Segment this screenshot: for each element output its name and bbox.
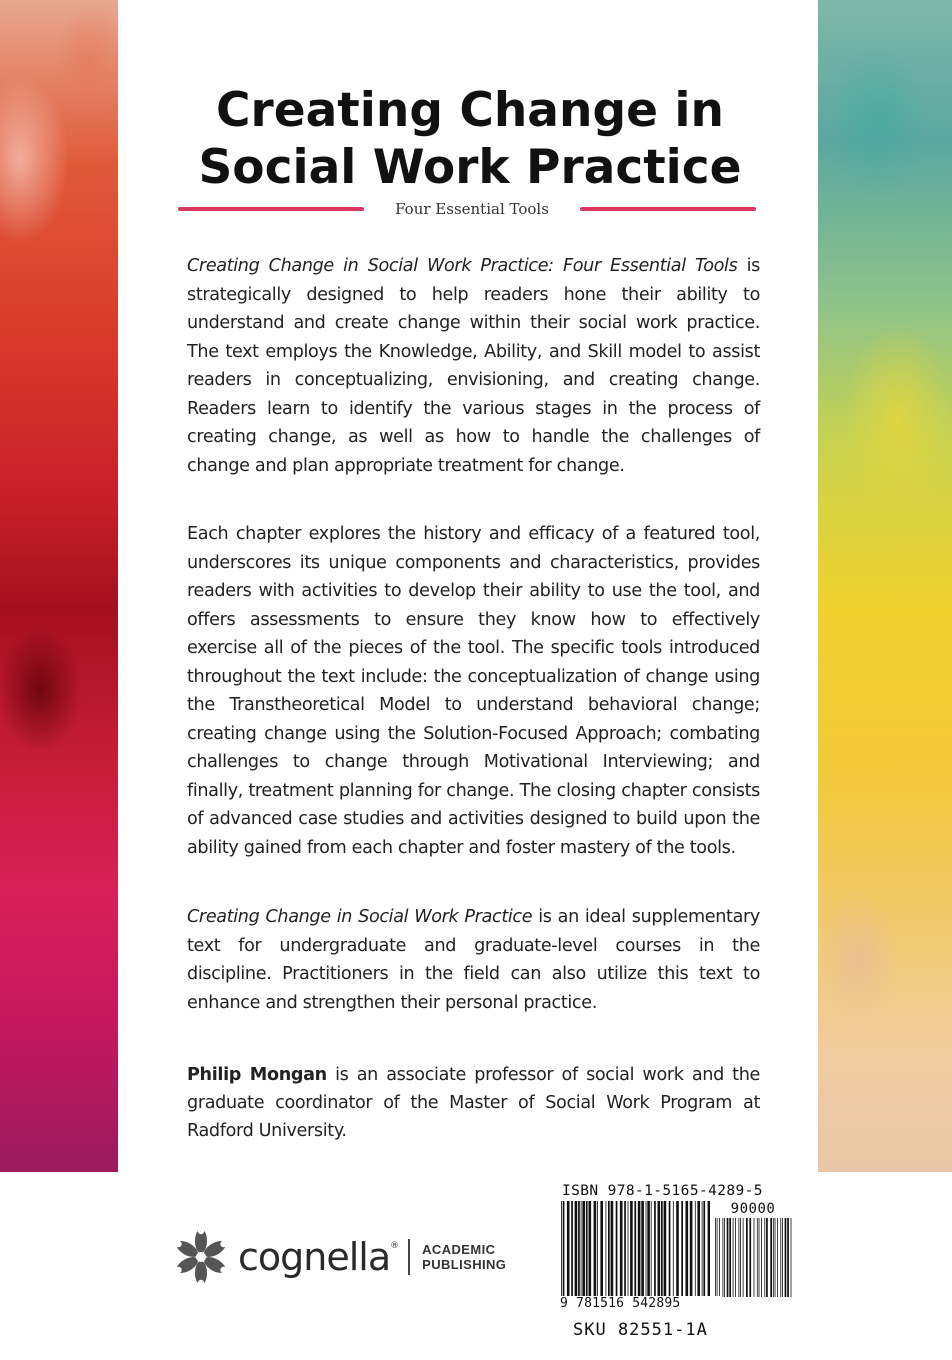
cognella-flower-icon xyxy=(170,1226,232,1288)
barcode-bar xyxy=(749,1218,751,1297)
barcode-bar xyxy=(735,1218,736,1297)
barcode-bar xyxy=(770,1218,772,1297)
isbn-label: ISBN 978-1-5165-4289-5 xyxy=(562,1183,763,1199)
barcode-bar xyxy=(651,1201,652,1297)
barcode-bar xyxy=(582,1201,585,1297)
tagline-line-2: PUBLISHING xyxy=(422,1257,507,1272)
barcode-bar xyxy=(594,1201,597,1297)
barcode-bar xyxy=(723,1218,724,1297)
book-title-italic-2: Creating Change in Social Work Practice xyxy=(187,907,533,927)
barcode-bar xyxy=(681,1201,683,1297)
barcode-bar xyxy=(597,1201,598,1297)
barcode-bar xyxy=(773,1218,774,1297)
barcode-bar xyxy=(638,1201,641,1297)
author-bio-text: is an associate professor of social work and the graduate coordinator of the Master of Social Work Program at Radford University. xyxy=(187,1065,760,1141)
addon-barcode xyxy=(714,1218,792,1297)
barcode-bar xyxy=(766,1218,768,1297)
subtitle-row xyxy=(178,199,756,219)
barcode-bar xyxy=(686,1201,689,1297)
barcode-bar xyxy=(673,1201,674,1297)
barcode-bar xyxy=(715,1218,716,1297)
paragraph-3-text: is an ideal supplementary text for undergraduate and graduate-level courses in the discipline. Practitioners in the field can also utilize this text to enhance and strengthen their personal practice. xyxy=(187,907,760,1013)
barcode-bar xyxy=(703,1201,705,1297)
barcode-bar xyxy=(624,1201,626,1297)
barcode xyxy=(560,1201,792,1309)
barcode-bar xyxy=(733,1218,734,1297)
divider-left xyxy=(178,207,364,211)
barcode-bar xyxy=(634,1201,636,1297)
description-paragraph-1 xyxy=(187,252,760,480)
barcode-bar xyxy=(646,1201,647,1297)
barcode-bar xyxy=(676,1201,679,1297)
barcode-bar xyxy=(567,1201,570,1297)
barcode-bar xyxy=(658,1201,661,1297)
barcode-bar xyxy=(740,1218,741,1297)
barcode-bar xyxy=(690,1201,693,1297)
ean-barcode xyxy=(560,1201,710,1297)
sku-code: SKU 82551-1A xyxy=(573,1320,708,1340)
barcode-bar xyxy=(606,1201,607,1297)
barcode-bar xyxy=(695,1201,696,1297)
barcode-bar xyxy=(641,1201,644,1297)
author-bio xyxy=(187,1061,760,1145)
barcode-bar xyxy=(669,1201,671,1297)
barcode-bar xyxy=(628,1201,629,1297)
barcode-bar xyxy=(563,1201,565,1297)
barcode-bar xyxy=(785,1218,787,1297)
barcode-bar xyxy=(664,1201,667,1297)
barcode-bar xyxy=(608,1201,610,1297)
barcode-bar xyxy=(739,1218,740,1297)
description-paragraph-3 xyxy=(187,903,760,1017)
logo-separator xyxy=(408,1239,410,1275)
barcode-bar xyxy=(702,1201,703,1297)
barcode-bar xyxy=(724,1218,725,1297)
publisher-name: cognella xyxy=(238,1235,391,1279)
barcode-bar xyxy=(581,1201,582,1297)
barcode-bar xyxy=(727,1218,729,1297)
title-line-2: Social Work Practice xyxy=(198,140,742,195)
barcode-bar xyxy=(661,1201,663,1297)
barcode-bar xyxy=(764,1218,765,1297)
barcode-bar xyxy=(754,1218,755,1297)
barcode-bar xyxy=(717,1218,718,1297)
publisher-wordmark xyxy=(238,1235,398,1279)
barcode-bar xyxy=(611,1201,614,1297)
painted-strip-left xyxy=(0,0,118,1172)
barcode-bar xyxy=(578,1201,580,1297)
publisher-tagline xyxy=(422,1242,506,1272)
painted-strip-right xyxy=(818,0,952,1172)
barcode-bar xyxy=(575,1201,578,1297)
barcode-bar xyxy=(571,1201,573,1297)
publisher-logo xyxy=(170,1226,506,1288)
barcode-bar xyxy=(791,1218,792,1297)
barcode-bar xyxy=(561,1201,562,1297)
barcode-bar xyxy=(729,1218,731,1297)
barcode-bar xyxy=(759,1218,760,1297)
book-title-italic: Creating Change in Social Work Practice: Four Essential Tools xyxy=(187,256,738,276)
barcode-bar xyxy=(647,1201,650,1297)
barcode-bar xyxy=(757,1218,758,1297)
price-code: 90000 xyxy=(730,1201,776,1217)
barcode-bar xyxy=(697,1201,700,1297)
barcode-bar xyxy=(775,1218,776,1297)
tagline-line-1: ACADEMIC xyxy=(422,1242,496,1257)
ean-digits: 9 781516 542895 xyxy=(560,1296,720,1311)
title-line-1: Creating Change in xyxy=(216,83,724,138)
barcode-bar xyxy=(777,1218,778,1297)
barcode-bar xyxy=(761,1218,762,1297)
divider-right xyxy=(580,207,756,211)
book-subtitle: Four Essential Tools xyxy=(395,200,549,218)
barcode-bar xyxy=(746,1218,748,1297)
barcode-bar xyxy=(743,1218,744,1297)
paragraph-1-text: is strategically designed to help readers hone their ability to understand and create change within their social work practice. The text employs the Knowledge, Ability, and Skill model to assist readers in conceptualizing, envisioning, and creating change. Readers learn to identify the various stages in the process of creating change, as well as how to handle the challenges of change and plan appropriate treatment for change. xyxy=(187,256,760,476)
barcode-bar xyxy=(616,1201,618,1297)
barcode-bar xyxy=(620,1201,623,1297)
barcode-bar xyxy=(630,1201,633,1297)
author-name: Philip Mongan xyxy=(187,1065,327,1085)
barcode-bar xyxy=(654,1201,656,1297)
registered-mark: ® xyxy=(390,1241,399,1251)
barcode-bar xyxy=(600,1201,603,1297)
barcode-bar xyxy=(708,1201,710,1297)
barcode-bar xyxy=(719,1218,720,1297)
barcode-bar xyxy=(787,1218,789,1297)
description-paragraph-2: Each chapter explores the history and efficacy of a featured tool, underscores its unique components and characteristics, provides readers with activities to develop their ability to use the tool, and offers assessments to ensure they know how to effectively exercise all of the pieces of the tool. The specific tools introduced throughout the text include: the conceptualization of change using the Transtheoretical Model to understand behavioral change; creating change using the Solution-Focused Approach; combating challenges to change through Motivational Interviewing; and finally, treatment planning for change. The closing chapter consists of advanced case studies and activities designed to build upon the ability gained from each chapter and foster mastery of the tools. xyxy=(187,524,760,858)
barcode-bar xyxy=(780,1218,781,1297)
book-title xyxy=(150,82,790,196)
barcode-bar xyxy=(782,1218,783,1297)
barcode-bar xyxy=(589,1201,592,1297)
barcode-bar xyxy=(586,1201,588,1297)
